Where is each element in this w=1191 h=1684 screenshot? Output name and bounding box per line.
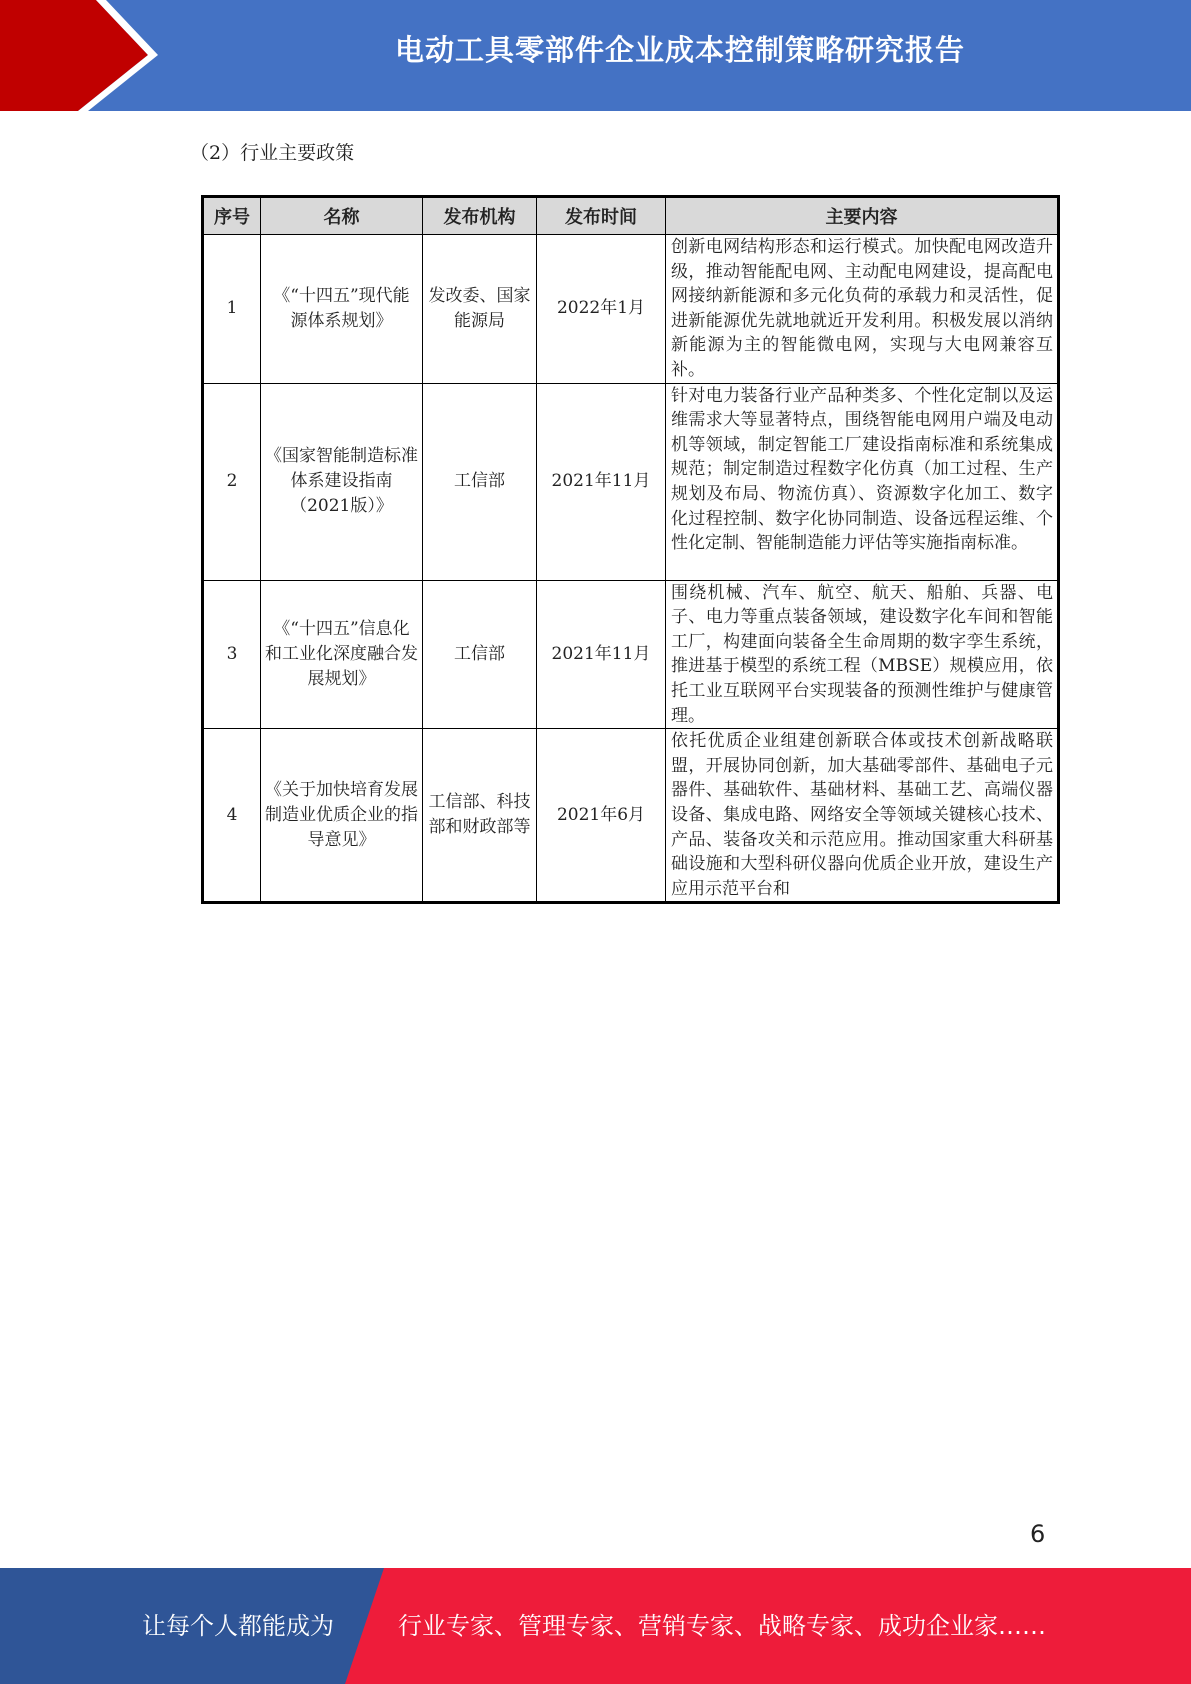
page-number: 6 — [1030, 1520, 1046, 1548]
row-index: 3 — [203, 580, 261, 729]
issue-date: 2021年11月 — [537, 580, 666, 729]
issuing-org: 工信部 — [423, 383, 537, 580]
issue-date: 2022年1月 — [537, 235, 666, 384]
policy-content: 创新电网结构形态和运行模式。加快配电网改造升级，推动智能配电网、主动配电网建设，提高配电网接纳新能源和多元化负荷的承载力和灵活性，促进新能源优先就地就近开发利用。积极发展以消纳新能源为主的智能微电网，实现与大电网兼容互补。 — [666, 235, 1059, 384]
policy-table — [201, 195, 1060, 904]
page-header — [0, 0, 1191, 111]
column-header-index: 序号 — [203, 197, 261, 235]
policy-name: 《国家智能制造标准体系建设指南（2021版）》 — [261, 383, 423, 580]
table-row — [203, 235, 1059, 384]
footer-slogan-right: 行业专家、管理专家、营销专家、战略专家、成功企业家…… — [398, 1612, 1046, 1640]
footer-slogan-left: 让每个人都能成为 — [142, 1612, 334, 1640]
column-header-date: 发布时间 — [537, 197, 666, 235]
page-footer — [0, 1568, 1191, 1684]
table-row — [203, 729, 1059, 903]
row-index: 1 — [203, 235, 261, 384]
issue-date: 2021年11月 — [537, 383, 666, 580]
table-header-row — [203, 197, 1059, 235]
policy-content: 针对电力装备行业产品种类多、个性化定制以及运维需求大等显著特点，围绕智能电网用户端及电动机等领域，制定智能工厂建设指南标准和系统集成规范；制定制造过程数字化仿真（加工过程、生产规划及布局、物流仿真）、资源数字化加工、数字化过程控制、数字化协同制造、设备远程运维、个性化定制、智能制造能力评估等实施指南标准。 — [666, 383, 1059, 580]
policy-content: 围绕机械、汽车、航空、航天、船舶、兵器、电子、电力等重点装备领域，建设数字化车间和智能工厂，构建面向装备全生命周期的数字孪生系统，推进基于模型的系统工程（MBSE）规模应用，依托工业互联网平台实现装备的预测性维护与健康管理。 — [666, 580, 1059, 729]
row-index: 4 — [203, 729, 261, 903]
issuing-org: 工信部 — [423, 580, 537, 729]
policy-name: 《“十四五”信息化和工业化深度融合发展规划》 — [261, 580, 423, 729]
table-row — [203, 580, 1059, 729]
policy-content: 依托优质企业组建创新联合体或技术创新战略联盟，开展协同创新，加大基础零部件、基础电子元器件、基础软件、基础材料、基础工艺、高端仪器设备、集成电路、网络安全等领域关键核心技术、产品、装备攻关和示范应用。推动国家重大科研基础设施和大型科研仪器向优质企业开放，建设生产应用示范平台和 — [666, 729, 1059, 903]
column-header-content: 主要内容 — [666, 197, 1059, 235]
table-row — [203, 383, 1059, 580]
row-index: 2 — [203, 383, 261, 580]
issue-date: 2021年6月 — [537, 729, 666, 903]
issuing-org: 工信部、科技部和财政部等 — [423, 729, 537, 903]
column-header-name: 名称 — [261, 197, 423, 235]
policy-name: 《“十四五”现代能源体系规划》 — [261, 235, 423, 384]
section-title: （2）行业主要政策 — [190, 142, 355, 164]
policy-name: 《关于加快培育发展制造业优质企业的指导意见》 — [261, 729, 423, 903]
issuing-org: 发改委、国家能源局 — [423, 235, 537, 384]
column-header-org: 发布机构 — [423, 197, 537, 235]
header-title: 电动工具零部件企业成本控制策略研究报告 — [394, 33, 965, 67]
